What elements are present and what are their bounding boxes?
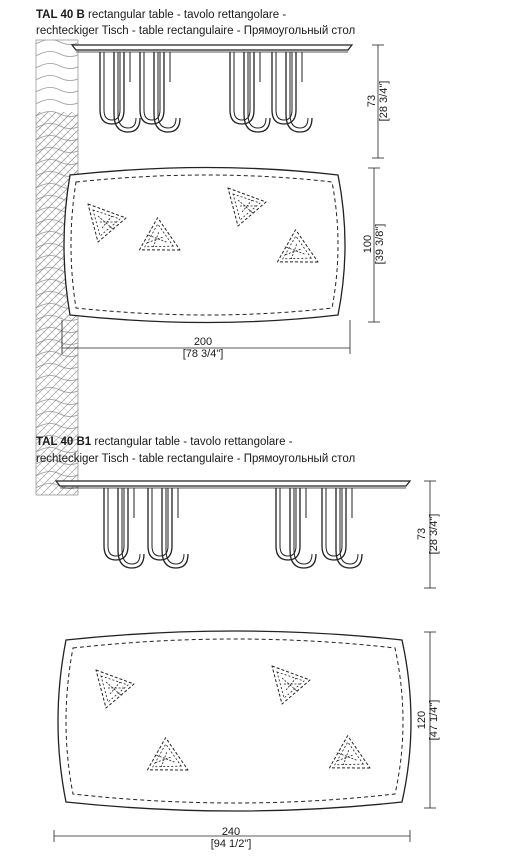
model-b-desc-line1: rectangular table - tavolo rettangolare - bbox=[87, 9, 287, 21]
depth-in-b: [39 3/8"] bbox=[374, 223, 386, 265]
height-cm-b1: 73 bbox=[416, 527, 428, 541]
table-b-top bbox=[64, 168, 345, 323]
depth-label-b bbox=[362, 204, 386, 284]
depth-in-b1: [47 1/4"] bbox=[428, 699, 440, 741]
model-b-heading-line1 bbox=[36, 8, 286, 23]
model-b1-desc-line2: rechteckiger Tisch - table rectangulaire - Прямоугольный стол bbox=[36, 453, 356, 465]
height-cm-b: 73 bbox=[366, 94, 378, 108]
model-b1-heading-line1 bbox=[36, 435, 293, 450]
width-cm-b: 200 bbox=[193, 336, 213, 348]
depth-label-b1 bbox=[416, 680, 440, 760]
height-in-b: [28 3/4"] bbox=[378, 80, 390, 122]
width-cm-b1: 240 bbox=[221, 826, 241, 838]
model-b-code: TAL 40 B bbox=[36, 9, 85, 21]
height-label-b1 bbox=[416, 494, 440, 574]
height-in-b1: [28 3/4"] bbox=[428, 513, 440, 555]
model-b-desc-line2: rechteckiger Tisch - table rectangulaire - Прямоугольный стол bbox=[36, 25, 356, 37]
depth-cm-b1: 120 bbox=[416, 710, 428, 730]
width-in-b: [78 3/4"] bbox=[182, 348, 224, 360]
width-label-b bbox=[168, 336, 238, 360]
height-label-b bbox=[366, 61, 390, 141]
depth-cm-b: 100 bbox=[362, 234, 374, 254]
table-b1-elevation bbox=[56, 481, 410, 568]
table-b-elevation bbox=[72, 45, 352, 132]
width-in-b1: [94 1/2"] bbox=[210, 838, 252, 850]
model-b1-code: TAL 40 B1 bbox=[36, 436, 92, 448]
table-b1-top bbox=[58, 631, 411, 811]
width-label-b1 bbox=[196, 826, 266, 850]
model-b1-desc-line1: rectangular table - tavolo rettangolare - bbox=[94, 436, 293, 448]
